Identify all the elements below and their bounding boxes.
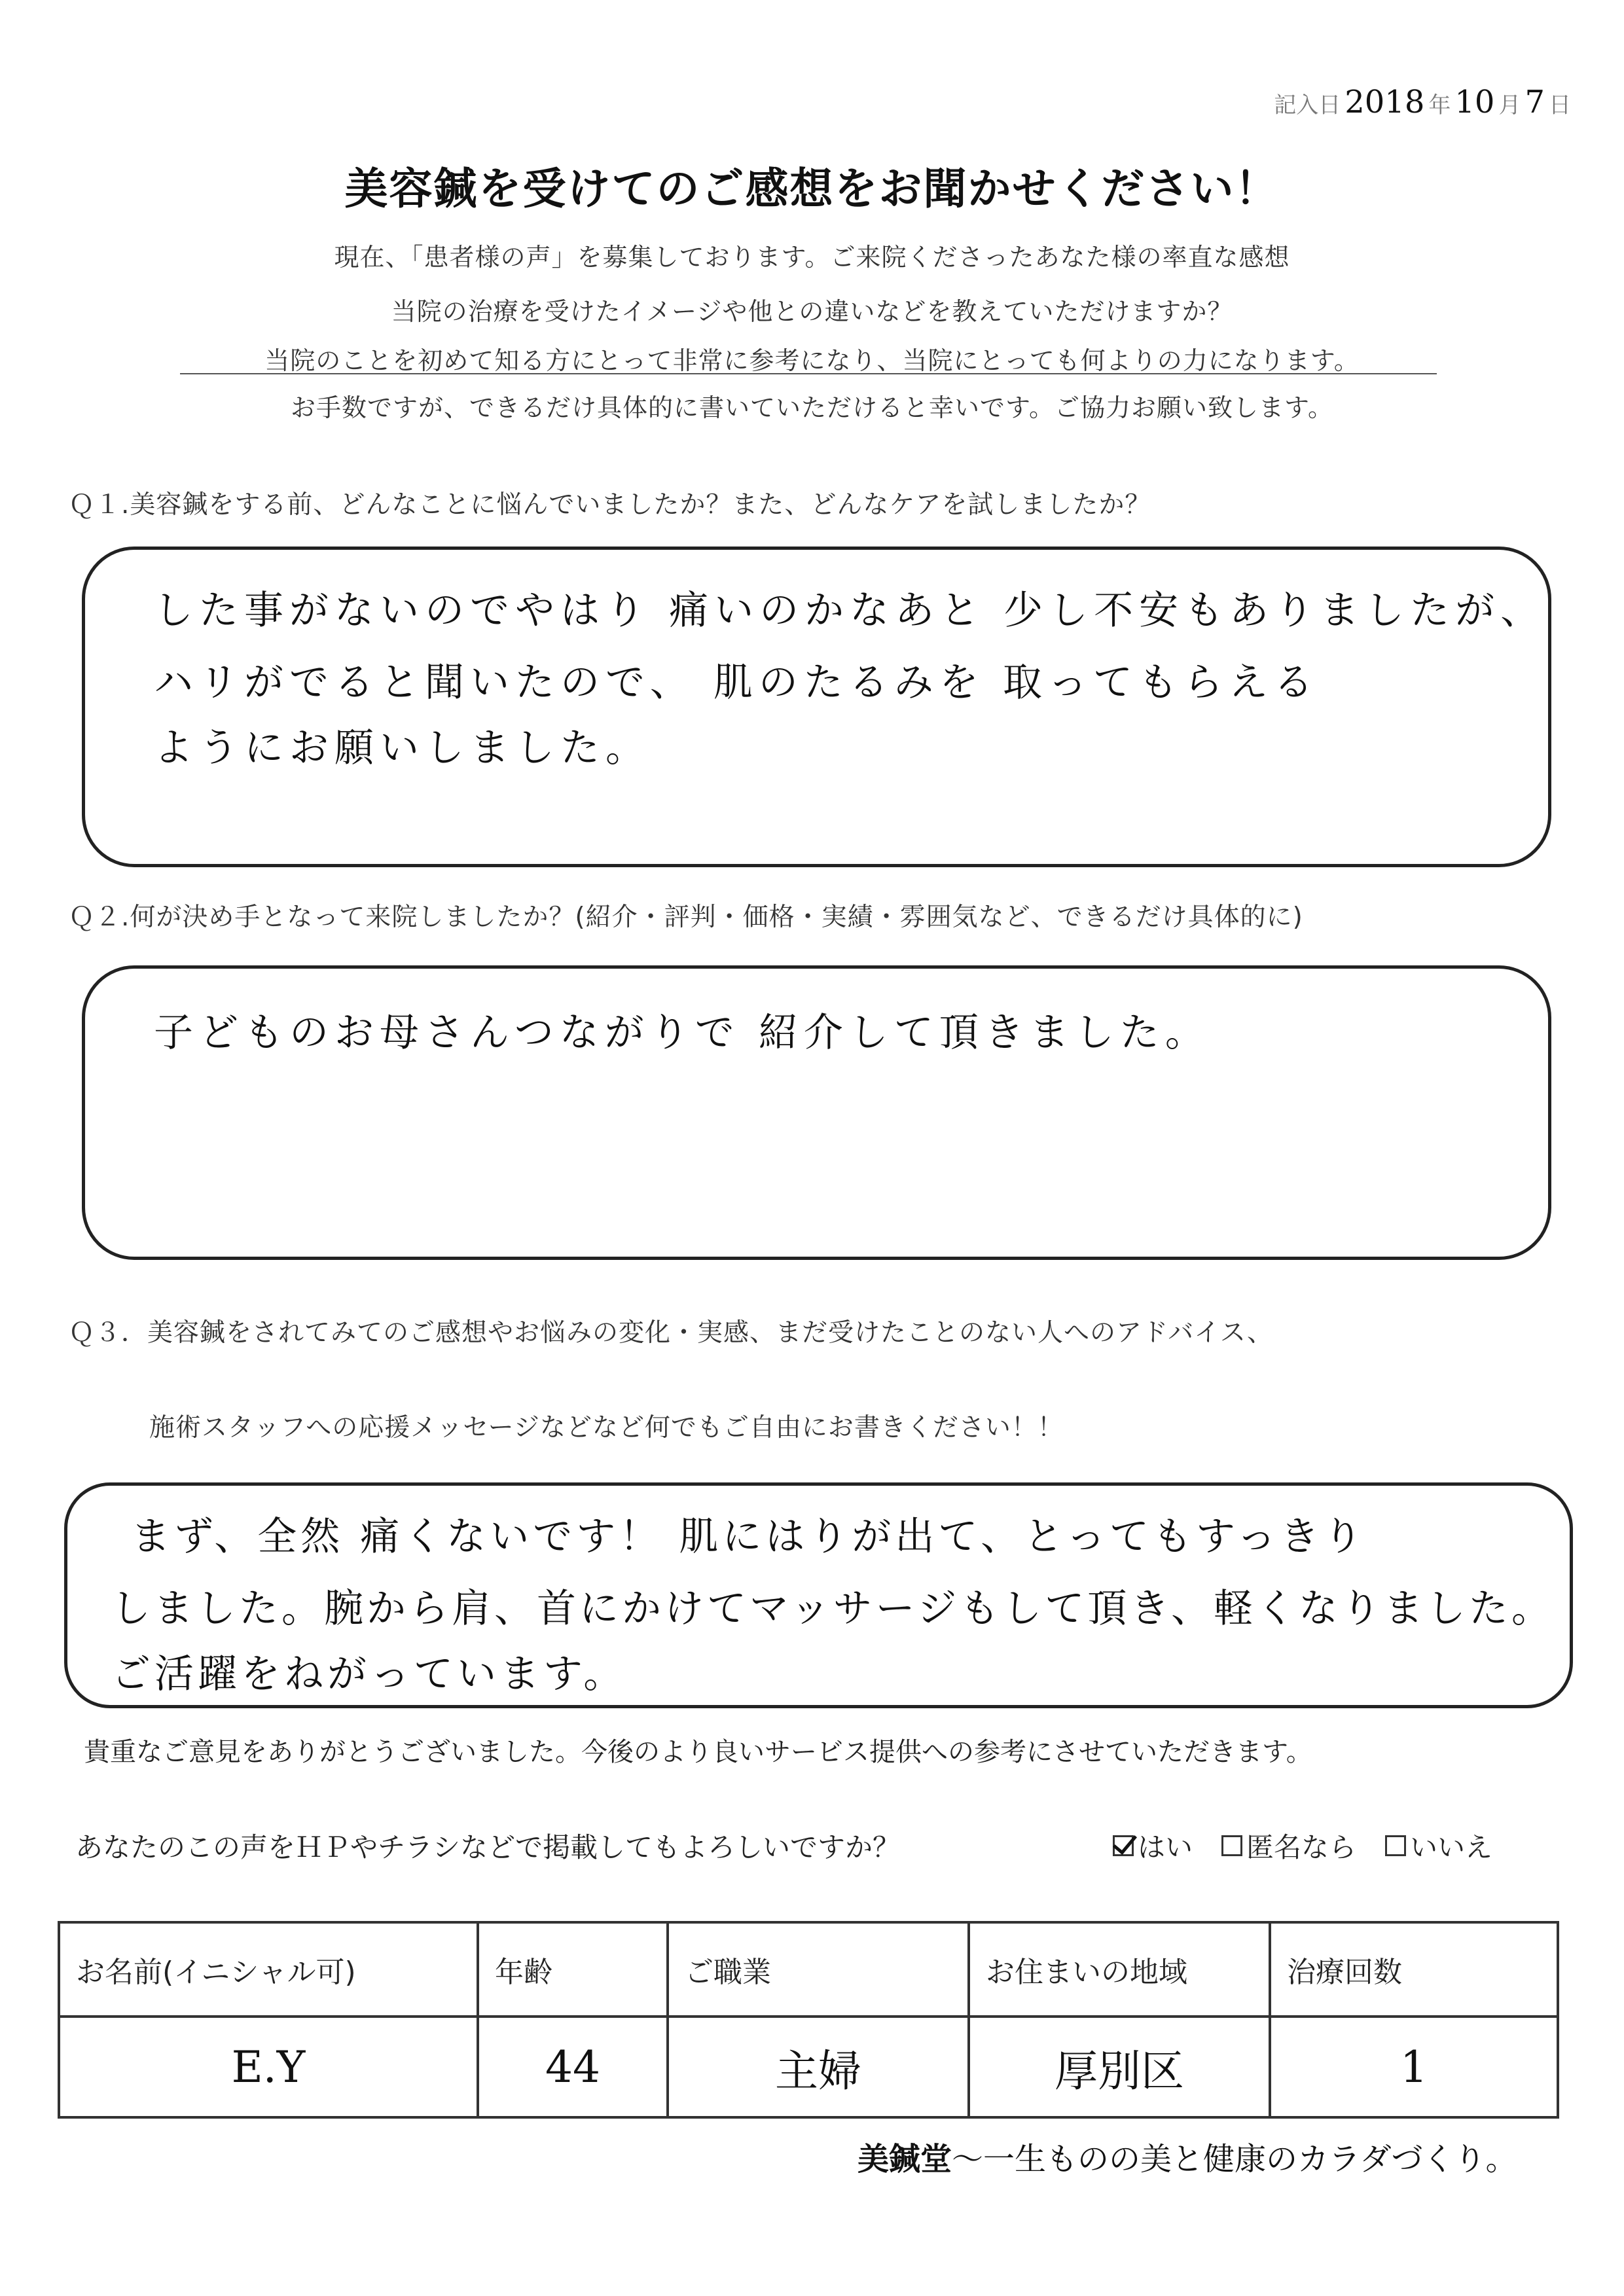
date-year: 2018 xyxy=(1344,84,1425,120)
entry-date xyxy=(1152,84,1571,120)
page-title: 美容鍼を受けてのご感想をお聞かせください！ xyxy=(344,164,1280,214)
checkbox-icon[interactable] xyxy=(1385,1835,1406,1856)
checkbox-icon[interactable] xyxy=(1221,1835,1242,1856)
publish-option-no-label: いいえ xyxy=(1410,1831,1493,1863)
publish-option-no[interactable] xyxy=(1385,1826,1492,1865)
value-area: 厚別区 xyxy=(969,2017,1270,2117)
header-area: お住まいの地域 xyxy=(969,1922,1270,2017)
footer-tagline xyxy=(857,2134,1517,2179)
value-age: 44 xyxy=(478,2017,668,2117)
date-month-label: 月 xyxy=(1498,92,1521,118)
checkbox-checked-icon[interactable] xyxy=(1113,1835,1134,1856)
date-prefix: 記入日 xyxy=(1274,92,1341,118)
date-day: 7 xyxy=(1525,84,1545,120)
date-year-label: 年 xyxy=(1428,92,1451,118)
value-occupation: 主婦 xyxy=(668,2017,969,2117)
header-age: 年齢 xyxy=(478,1922,668,2017)
q2-answer-line-1: 子どものお母さんつながりで 紹介して頂きました。 xyxy=(154,1010,1210,1056)
table-header-row xyxy=(59,1922,1558,2017)
footer-tagline-text: ～一生ものの美と健康のカラダづくり。 xyxy=(952,2141,1517,2178)
intro-line-2: 当院の治療を受けたイメージや他との違いなどを教えていただけますか？ xyxy=(391,297,1233,326)
q3-answer-line-2: しました。腕から肩、首にかけてマッサージもして頂き、軽くなりました。 xyxy=(111,1586,1554,1632)
respondent-info-table xyxy=(58,1921,1559,2119)
header-occupation: ご職業 xyxy=(668,1922,969,2017)
publish-option-anonymous-label: 匿名なら xyxy=(1246,1831,1357,1863)
publish-options xyxy=(1113,1826,1492,1865)
q1-answer-line-3: ようにお願いしました。 xyxy=(154,725,651,771)
q1-question: Ｑ１.美容鍼をする前、どんなことに悩んでいましたか？また、どんなケアを試しましたか？ xyxy=(69,490,1151,520)
q2-question: Ｑ２.何が決め手となって来院しましたか？(紹介・評判・価格・実績・雰囲気など、できるだけ具体的に) xyxy=(69,903,1303,932)
date-day-label: 日 xyxy=(1549,92,1571,118)
table-row xyxy=(59,2017,1558,2117)
header-visits: 治療回数 xyxy=(1270,1922,1558,2017)
q3-question-line-1: Ｑ３．美容鍼をされてみてのご感想やお悩みの変化・実感、まだ受けたことのない人へのアドバイス、 xyxy=(69,1318,1274,1348)
q1-answer-line-2: ハリがでると聞いたので、 肌のたるみを 取ってもらえる xyxy=(154,660,1319,706)
q3-answer-line-3: ご活躍をねがっています。 xyxy=(111,1651,627,1697)
q3-question-line-2: 施術スタッフへの応援メッセージなどなど何でもご自由にお書きください！！ xyxy=(149,1413,1064,1443)
publish-question: あなたのこの声をＨＰやチラシなどで掲載してもよろしいですか？ xyxy=(75,1831,901,1863)
q3-answer-line-1: まず、全然 痛くないです！ 肌にはりが出て、とってもすっきり xyxy=(131,1514,1367,1560)
thanks-message: 貴重なご意見をありがとうございました。今後のより良いサービス提供への参考にさせていただきます。 xyxy=(84,1737,1312,1767)
publish-option-yes-label: はい xyxy=(1138,1831,1193,1863)
intro-line-3: 当院のことを初めて知る方にとって非常に参考になり、当院にとっても何よりの力になります。 xyxy=(264,346,1360,375)
value-visits: 1 xyxy=(1270,2017,1558,2117)
footer-brand: 美鍼堂 xyxy=(857,2141,952,2178)
value-name: E.Y xyxy=(59,2017,478,2117)
header-name: お名前(イニシャル可) xyxy=(59,1922,478,2017)
publish-option-yes[interactable] xyxy=(1113,1826,1193,1865)
q1-answer-line-1: した事がないのでやはり 痛いのかなあと 少し不安もありましたが、 xyxy=(154,588,1546,634)
date-month: 10 xyxy=(1454,84,1495,120)
publish-option-anonymous[interactable] xyxy=(1221,1826,1356,1865)
intro-line-1: 現在、「患者様の声」を募集しております。ご来院くださったあなた様の率直な感想 xyxy=(334,243,1290,272)
intro-line-4: お手数ですが、できるだけ具体的に書いていただけると幸いです。ご協力お願い致します。 xyxy=(291,393,1333,422)
